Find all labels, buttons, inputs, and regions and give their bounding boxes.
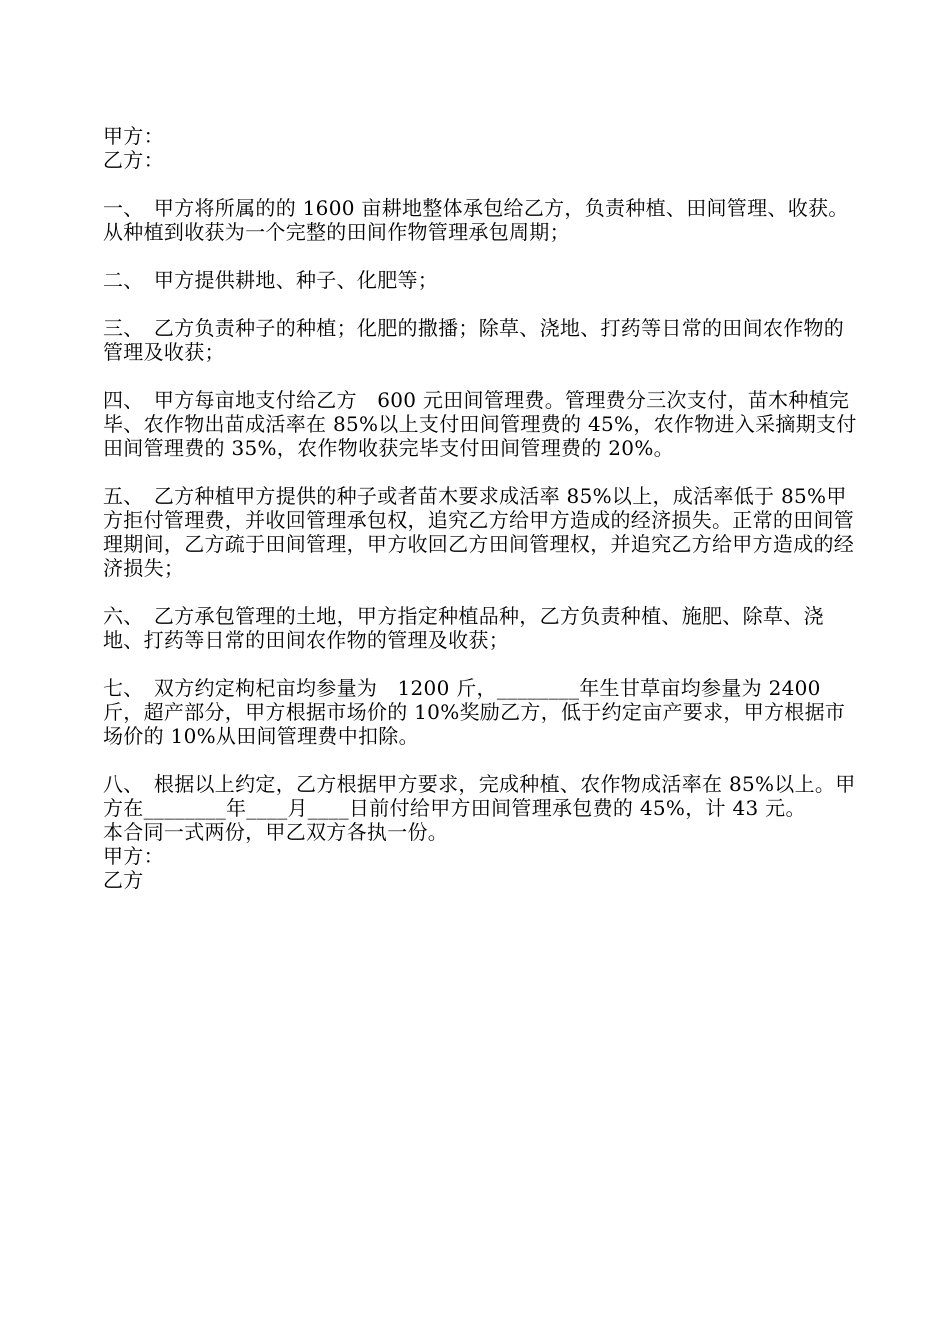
signature-party-a: 甲方：: [103, 844, 164, 868]
signature-party-b: 乙方: [103, 868, 144, 892]
clause-1: 一、 甲方将所属的的 1600 亩耕地整体承包给乙方，负责种植、田间管理、收获。从种植到收获为一个完整的田间作物管理承包周期；: [103, 196, 849, 244]
party-b-header: 乙方：: [103, 148, 164, 172]
clause-8: 八、 根据以上约定，乙方根据甲方要求，完成种植、农作物成活率在 85%以上。甲方在________年____月____日前付给甲方田间管理承包费的 45%，计 43 元。: [103, 772, 856, 820]
copies-statement: 本合同一式两份，甲乙双方各执一份。: [103, 820, 449, 844]
clause-7: 七、 双方约定枸杞亩均参量为 1200 斤，________年生甘草亩均参量为 2400 斤，超产部分，甲方根据市场价的 10%奖励乙方，低于约定亩产要求，甲方根据市场价的 10%从田间管理费中扣除。: [103, 676, 846, 748]
clause-3: 三、 乙方负责种子的种植；化肥的撒播；除草、浇地、打药等日常的田间农作物的管理及收获；: [103, 316, 845, 364]
clause-4: 四、 甲方每亩地支付给乙方 600 元田间管理费。管理费分三次支付，苗木种植完毕、农作物出苗成活率在 85%以上支付田间管理费的 45%，农作物进入采摘期支付田间管理费的 35%，农作物收获完毕支付田间管理费的 20%。: [103, 388, 857, 460]
party-a-header: 甲方：: [103, 124, 164, 148]
clause-2: 二、 甲方提供耕地、种子、化肥等；: [103, 268, 439, 292]
clause-5: 五、 乙方种植甲方提供的种子或者苗木要求成活率 85%以上，成活率低于 85%甲方拒付管理费，并收回管理承包权，追究乙方给甲方造成的经济损失。正常的田间管理期间，乙方疏于田间管理，甲方收回乙方田间管理权，并追究乙方给甲方造成的经济损失；: [103, 484, 855, 580]
clause-6: 六、 乙方承包管理的土地，甲方指定种植品种，乙方负责种植、施肥、除草、浇地、打药等日常的田间农作物的管理及收获；: [103, 604, 824, 652]
contract-document: [103, 124, 863, 892]
